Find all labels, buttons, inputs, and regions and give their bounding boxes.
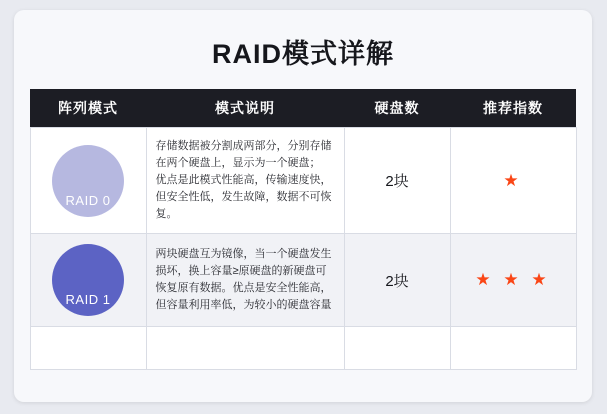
table-row-empty: [30, 327, 576, 370]
empty-cell-rating: [450, 327, 576, 370]
rating-cell-raid0: ★: [450, 128, 576, 234]
raid1-label: RAID 1: [65, 292, 111, 308]
table-header-row: [30, 89, 576, 128]
empty-cell-mode: [30, 327, 146, 370]
page-title: RAID模式详解: [212, 39, 394, 69]
table-header: [30, 89, 576, 128]
table-row: [30, 234, 576, 327]
mode-cell-raid1: [30, 234, 146, 327]
table-body: [30, 128, 576, 370]
raid-info-card: [14, 10, 592, 402]
column-header-disk-count: 硬盘数: [344, 89, 450, 128]
empty-cell-disk: [344, 327, 450, 370]
raid1-circle-icon: [52, 244, 124, 316]
rating-cell-raid1: ★ ★ ★: [450, 234, 576, 327]
table-row: [30, 128, 576, 234]
disk-count-cell-raid0: 2块: [344, 128, 450, 234]
column-header-mode: 阵列模式: [30, 89, 146, 128]
column-header-recommendation: 推荐指数: [450, 89, 576, 128]
raid0-label: RAID 0: [65, 192, 111, 208]
description-cell-raid0: 存储数据被分割成两部分，分别存储在两个硬盘上，显示为一个硬盘； 优点是此模式性能高，传输速度快，但安全性低，发生故障，数据不可恢复。: [146, 128, 344, 234]
column-header-description: 模式说明: [146, 89, 344, 128]
raid-modes-table: [30, 89, 577, 370]
disk-count-cell-raid1: 2块: [344, 234, 450, 327]
empty-cell-description: [146, 327, 344, 370]
mode-cell-raid0: [30, 128, 146, 234]
raid0-circle-icon: [52, 145, 124, 217]
description-cell-raid1: 两块硬盘互为镜像，当一个硬盘发生损坏，换上容量≥原硬盘的新硬盘可恢复原有数据。优点是安全性能高，但容量利用率低，为较小的硬盘容量: [146, 234, 344, 327]
